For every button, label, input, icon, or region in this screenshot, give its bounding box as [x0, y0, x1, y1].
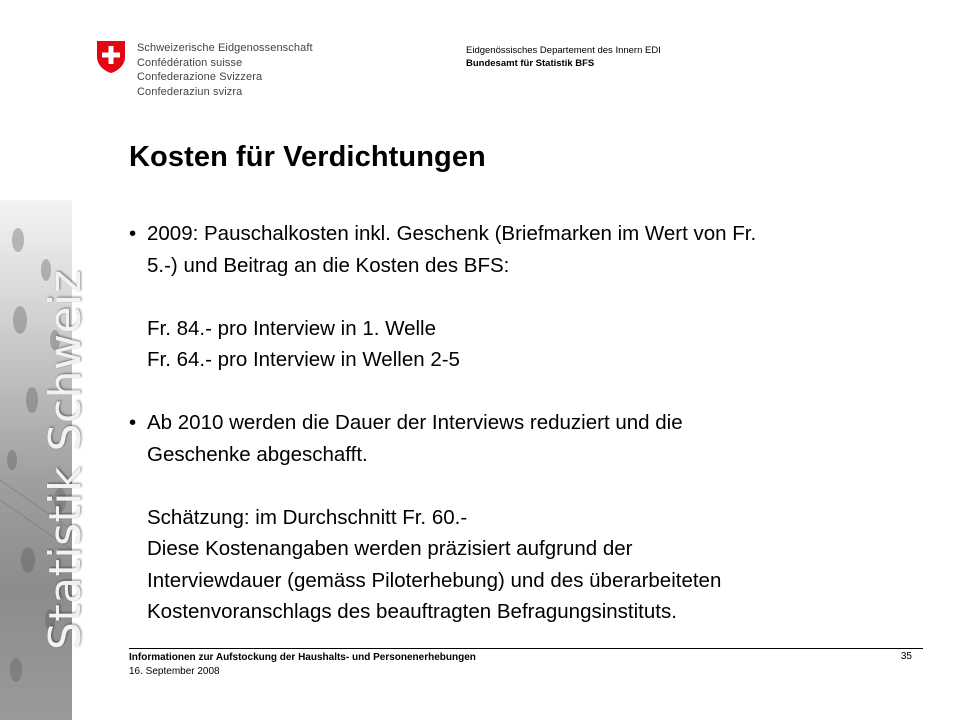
- slide-content: [129, 218, 919, 628]
- footer-title: Informationen zur Aufstockung der Haushalts- und Personenerhebungen: [129, 652, 476, 663]
- name-it: Confederazione Svizzera: [137, 71, 263, 83]
- bullet-line: Kostenvoranschlags des beauftragten Befragungsinstituts.: [147, 600, 677, 623]
- bullet-line: Diese Kostenangaben werden präzisiert aufgrund der: [147, 537, 633, 560]
- bullet-icon: •: [129, 411, 137, 434]
- footer-date: 16. September 2008: [129, 666, 220, 677]
- bullet-item: [129, 407, 919, 628]
- bullet-icon: •: [129, 222, 137, 245]
- bullet-line: Fr. 84.- pro Interview in 1. Welle: [147, 316, 437, 340]
- bullet-line: Fr. 64.- pro Interview in Wellen 2-5: [147, 348, 460, 371]
- brand-wordmark: Statistik Schweiz: [40, 269, 91, 650]
- bullet-line: 5.-) und Beitrag an die Kosten des BFS:: [147, 253, 510, 277]
- name-fr: Confédération suisse: [137, 56, 243, 69]
- bullet-line: Geschenke abgeschafft.: [147, 442, 368, 466]
- spacer: [147, 281, 919, 313]
- bullet-line: Ab 2010 werden die Dauer der Interviews reduziert und die: [147, 411, 683, 434]
- department-name: Eidgenössisches Departement des Innern EDI: [466, 45, 661, 56]
- page-number: 35: [900, 651, 912, 662]
- name-de: Schweizerische Eidgenossenschaft: [137, 42, 313, 54]
- slide-title: Kosten für Verdichtungen: [129, 141, 486, 173]
- bullet-line: 2009: Pauschalkosten inkl. Geschenk (Briefmarken im Wert von Fr.: [147, 222, 757, 245]
- bullet-line: Interviewdauer (gemäss Piloterhebung) und des überarbeiteten: [147, 568, 722, 592]
- bullet-line: Schätzung: im Durchschnitt Fr. 60.-: [147, 505, 468, 529]
- swiss-cross-icon: [96, 40, 126, 74]
- spacer: [147, 470, 919, 502]
- bullet-item: [129, 218, 919, 376]
- name-rm: Confederaziun svizra: [137, 85, 243, 98]
- footer-info: [129, 651, 476, 679]
- department-block: [466, 44, 661, 70]
- spacer: [129, 376, 919, 408]
- office-name: Bundesamt für Statistik BFS: [466, 58, 595, 69]
- footer-divider: [129, 648, 923, 649]
- confederation-names: [137, 41, 313, 99]
